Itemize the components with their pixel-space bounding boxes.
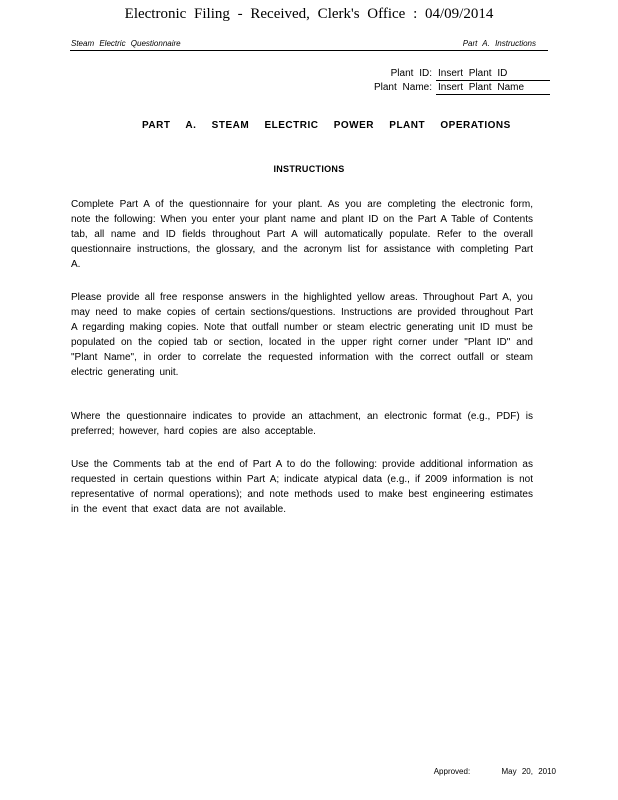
instructions-heading: INSTRUCTIONS [273, 164, 345, 174]
plant-id-row [374, 68, 550, 82]
plant-name-field[interactable]: Insert Plant Name [436, 82, 550, 95]
header-section-title: Part A. Instructions [462, 39, 536, 48]
approved-label: Approved: [433, 767, 471, 776]
instructions-paragraph-3: Where the questionnaire indicates to provide an attachment, an electronic format (e.g., PDF) is preferred; however, hard copies are also acceptable. [71, 411, 533, 437]
plant-id-label: Plant ID: [390, 68, 432, 79]
approved-date: May 20, 2010 [501, 767, 556, 776]
instructions-paragraph-2: Please provide all free response answers in the highlighted yellow areas. Throughout Part A, you may need to make copies of certain sections/questions. Instructions are provided throughout Part A regarding making copies. Note that outfall number or steam electric generating unit ID must be populated on the copied tab or section, located in the upper right corner under "Plant ID" and "Plant Name", in order to correlate the requested information with the correct outfall or steam electric generating unit. [71, 292, 533, 378]
plant-name-label: Plant Name: [373, 82, 432, 93]
part-title: PART A. STEAM ELECTRIC POWER PLANT OPERATIONS [142, 120, 511, 131]
approval-footer [434, 767, 556, 776]
header-questionnaire-title: Steam Electric Questionnaire [71, 39, 181, 48]
instructions-paragraph-1: Complete Part A of the questionnaire for your plant. As you are completing the electronic form, note the following: When you enter your plant name and plant ID on the Part A Table of Contents tab, all name and ID fields throughout Part A will automatically populate. Refer to the overall questionnaire instructions, the glossary, and the acronym list for assistance with completing Part A. [71, 199, 533, 270]
filing-stamp: Electronic Filing - Received, Clerk's Office : 04/09/2014 [124, 6, 494, 22]
header-rule [70, 50, 548, 51]
instructions-paragraph-4: Use the Comments tab at the end of Part A to do the following: provide additional information as requested in certain questions within Part A; indicate atypical data (e.g., if 2009 information is not representative of normal operations); and note methods used to make best engineering estimates in the event that exact data are not available. [71, 459, 533, 515]
plant-name-row [374, 82, 550, 96]
plant-id-block [374, 68, 550, 96]
plant-id-field[interactable]: Insert Plant ID [436, 68, 550, 81]
